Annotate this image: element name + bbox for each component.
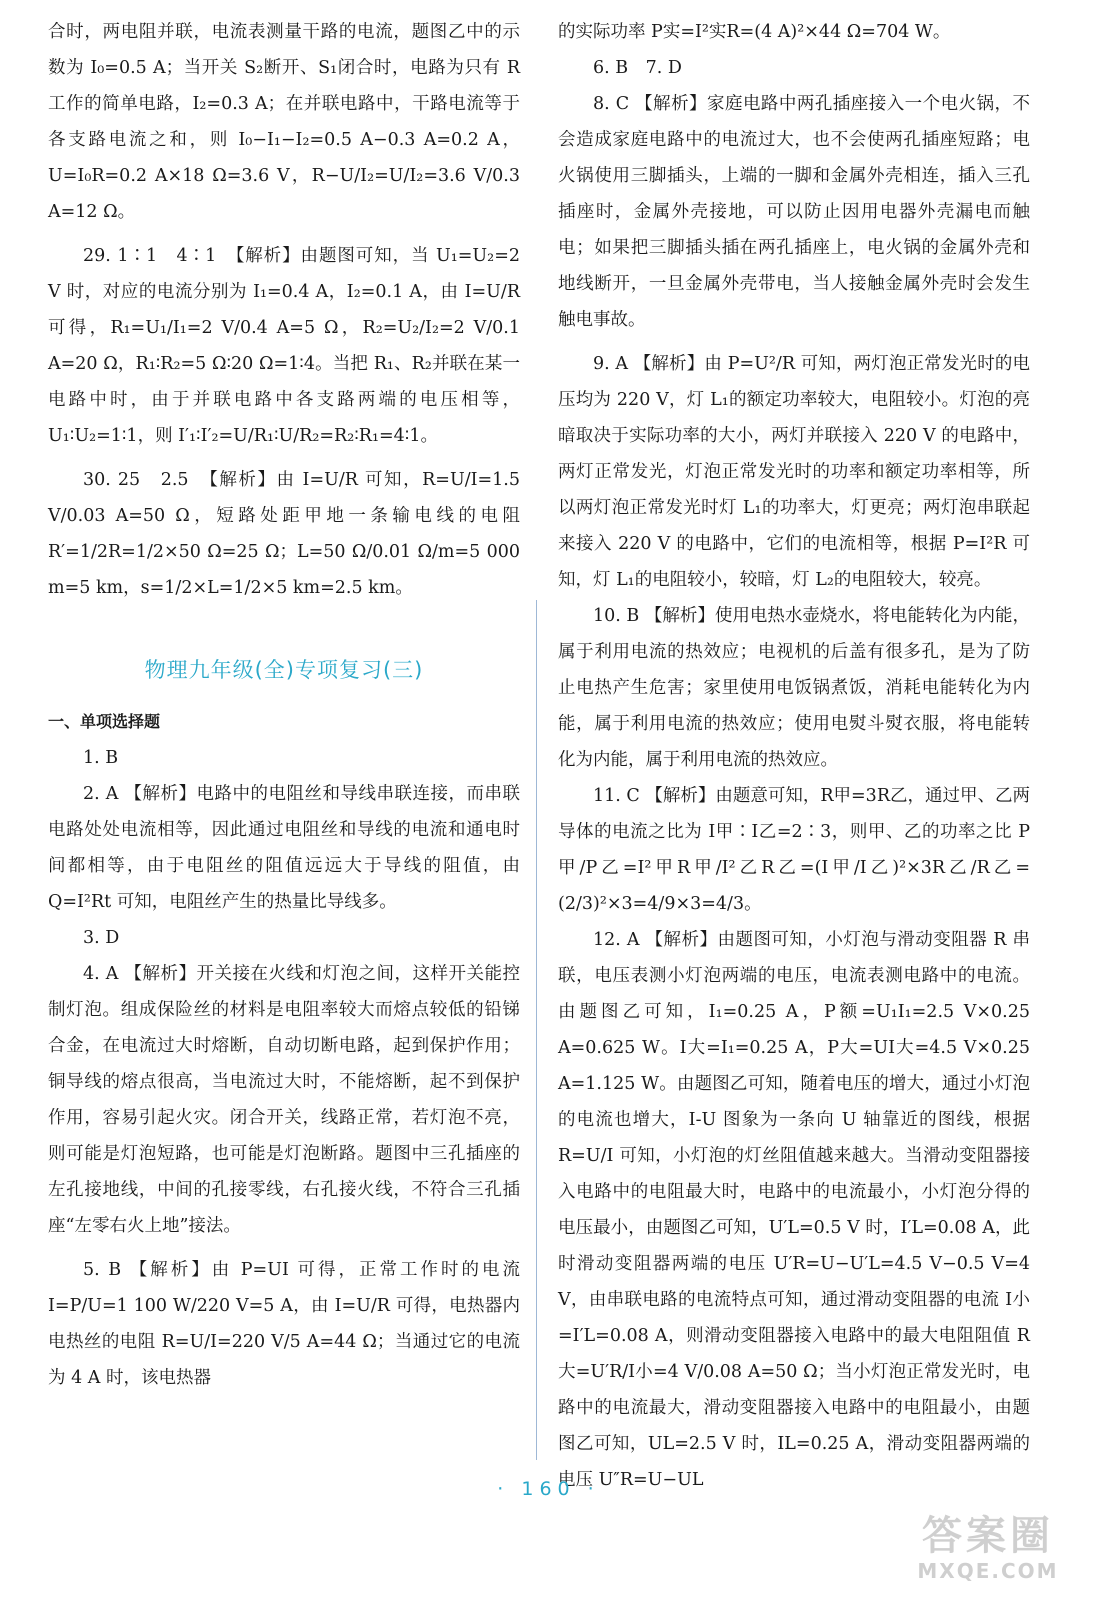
left-column bbox=[48, 14, 520, 1396]
section-subheading: 一、单项选择题 bbox=[48, 712, 161, 731]
watermark-url: MXQE.COM bbox=[917, 1559, 1059, 1583]
answer-11: 11. C 【解析】由题意可知，R甲=3R乙，通过甲、乙两导体的电流之比为 I甲∶I乙=2∶3，则甲、乙的功率之比 P甲/P乙=I²甲R甲/I²乙R乙=(I甲/I乙)²×3R乙/R乙=(2/3)²×3=4/9×3=4/3。 bbox=[558, 786, 1030, 914]
answer-continued-5: 的实际功率 P实=I²实R=(4 A)²×44 Ω=704 W。 bbox=[558, 22, 951, 42]
watermark-logo bbox=[893, 1513, 1083, 1593]
answer-4: 4. A 【解析】开关接在火线和灯泡之间，这样开关能控制灯泡。组成保险丝的材料是电阻率较大而熔点较低的铅锑合金，在电流过大时熔断，自动切断电路，起到保护作用；铜导线的熔点很高，当电流过大时，不能熔断，起不到保护作用，容易引起火灾。闭合开关，线路正常，若灯泡不亮，则可能是灯泡短路，也可能是灯泡断路。题图中三孔插座的左孔接地线，中间的孔接零线，右孔接火线，不符合三孔插座“左零右火上地”接法。 bbox=[48, 964, 520, 1236]
answer-12: 12. A 【解析】由题图可知，小灯泡与滑动变阻器 R 串联，电压表测小灯泡两端的电压，电流表测电路中的电流。由题图乙可知，I₁=0.25 A，P额=U₁I₁=2.5 V×0.25 A=0.625 W。I大=I₁=0.25 A，P大=UI大=4.5 V×0.25 A=1.125 W。由题图乙可知，随着电压的增大，通过小灯泡的电流也增大，I-U 图象为一条向 U 轴靠近的图线，根据 R=U/I 可知，小灯泡的灯丝阻值越来越大。当滑动变阻器接入电路中的电阻最大时，电路中的电流最小，小灯泡分得的电压最小，由题图乙可知，U′L=0.5 V 时，I′L=0.08 A，此时滑动变阻器两端的电压 U′R=U−U′L=4.5 V−0.5 V=4 V，由串联电路的电流特点可知，通过滑动变阻器的电流 I小=I′L=0.08 A，则滑动变阻器接入电路中的最大电阻阻值 R大=U′R/I小=4 V/0.08 A=50 Ω；当小灯泡正常发光时，电路中的电流最大，滑动变阻器接入电路中的电阻最小，由题图乙可知，UL=2.5 V 时，IL=0.25 A，滑动变阻器两端的电压 U″R=U−UL bbox=[558, 930, 1030, 1490]
column-divider bbox=[536, 600, 537, 1460]
right-column bbox=[558, 14, 1030, 1498]
answer-6-7: 6. B 7. D bbox=[593, 58, 682, 78]
answer-8: 8. C 【解析】家庭电路中两孔插座接入一个电火锅，不会造成家庭电路中的电流过大，也不会使两孔插座短路；电火锅使用三脚插头，上端的一脚和金属外壳相连，插入三孔插座时，金属外壳接地，可以防止因用电器外壳漏电而触电；如果把三脚插头插在两孔插座上，电火锅的金属外壳和地线断开，一旦金属外壳带电，当人接触金属外壳时会发生触电事故。 bbox=[558, 94, 1030, 330]
answer-5: 5. B 【解析】由 P=UI 可得，正常工作时的电流 I=P/U=1 100 W/220 V=5 A，由 I=U/R 可得，电热器内电热丝的电阻 R=U/I=220 V/5 A=44 Ω；当通过它的电流为 4 A 时，该电热器 bbox=[48, 1260, 520, 1388]
answer-10: 10. B 【解析】使用电热水壶烧水，将电能转化为内能，属于利用电流的热效应；电视机的后盖有很多孔，是为了防止电热产生危害；家里使用电饭锅煮饭，消耗电能转化为内能，属于利用电流的热效应；使用电熨斗熨衣服，将电能转化为内能，属于利用电流的热效应。 bbox=[558, 606, 1030, 770]
answer-2: 2. A 【解析】电路中的电阻丝和导线串联连接，而串联电路处处电流相等，因此通过电阻丝和导线的电流和通电时间都相等，由于电阻丝的阻值远远大于导线的阻值，由 Q=I²Rt 可知，电阻丝产生的热量比导线多。 bbox=[48, 784, 520, 912]
answer-29: 29. 1∶1 4∶1 【解析】由题图可知，当 U₁=U₂=2 V 时，对应的电流分别为 I₁=0.4 A，I₂=0.1 A，由 I=U/R 可得，R₁=U₁/I₁=2 V/0.4 A=5 Ω，R₂=U₂/I₂=2 V/0.1 A=20 Ω，R₁∶R₂=5 Ω∶20 Ω=1∶4。当把 R₁、R₂并联在某一电路中时，由于并联电路中各支路两端的电压相等，U₁∶U₂=1∶1，则 I′₁∶I′₂=U/R₁∶U/R₂=R₂∶R₁=4∶1。 bbox=[48, 246, 520, 446]
answer-30: 30. 25 2.5 【解析】由 I=U/R 可知，R=U/I=1.5 V/0.03 A=50 Ω，短路处距甲地一条输电线的电阻 R′=1/2R=1/2×50 Ω=25 Ω；L=50 Ω/0.01 Ω/m=5 000 m=5 km，s=1/2×L=1/2×5 km=2.5 km。 bbox=[48, 470, 520, 598]
answer-continued-28: 合时，两电阻并联，电流表测量干路的电流，题图乙中的示数为 I₀=0.5 A；当开关 S₂断开、S₁闭合时，电路为只有 R 工作的简单电路，I₂=0.3 A；在并联电路中，干路电流等于各支路电流之和，则 I₀−I₁−I₂=0.5 A−0.3 A=0.2 A，U=I₀R=0.2 A×18 Ω=3.6 V，R−U/I₂=U/I₂=3.6 V/0.3 A=12 Ω。 bbox=[48, 22, 520, 222]
answer-1: 1. B bbox=[83, 748, 119, 768]
answer-3: 3. D bbox=[83, 928, 120, 948]
answer-9: 9. A 【解析】由 P=U²/R 可知，两灯泡正常发光时的电压均为 220 V，灯 L₁的额定功率较大，电阻较小。灯泡的亮暗取决于实际功率的大小，两灯并联接入 220 V 的电路中，两灯正常发光，灯泡正常发光时的功率和额定功率相等，所以两灯泡正常发光时灯 L₁的功率大，灯更亮；两灯泡串联起来接入 220 V 的电路中，它们的电流相等，根据 P=I²R 可知，灯 L₁的电阻较小，较暗，灯 L₂的电阻较大，较亮。 bbox=[558, 354, 1030, 590]
section-title: 物理九年级(全)专项复习(三) bbox=[144, 658, 424, 682]
watermark-logo-text: 答案圈 bbox=[922, 1513, 1054, 1559]
page-number: · 160 · bbox=[497, 1478, 600, 1500]
